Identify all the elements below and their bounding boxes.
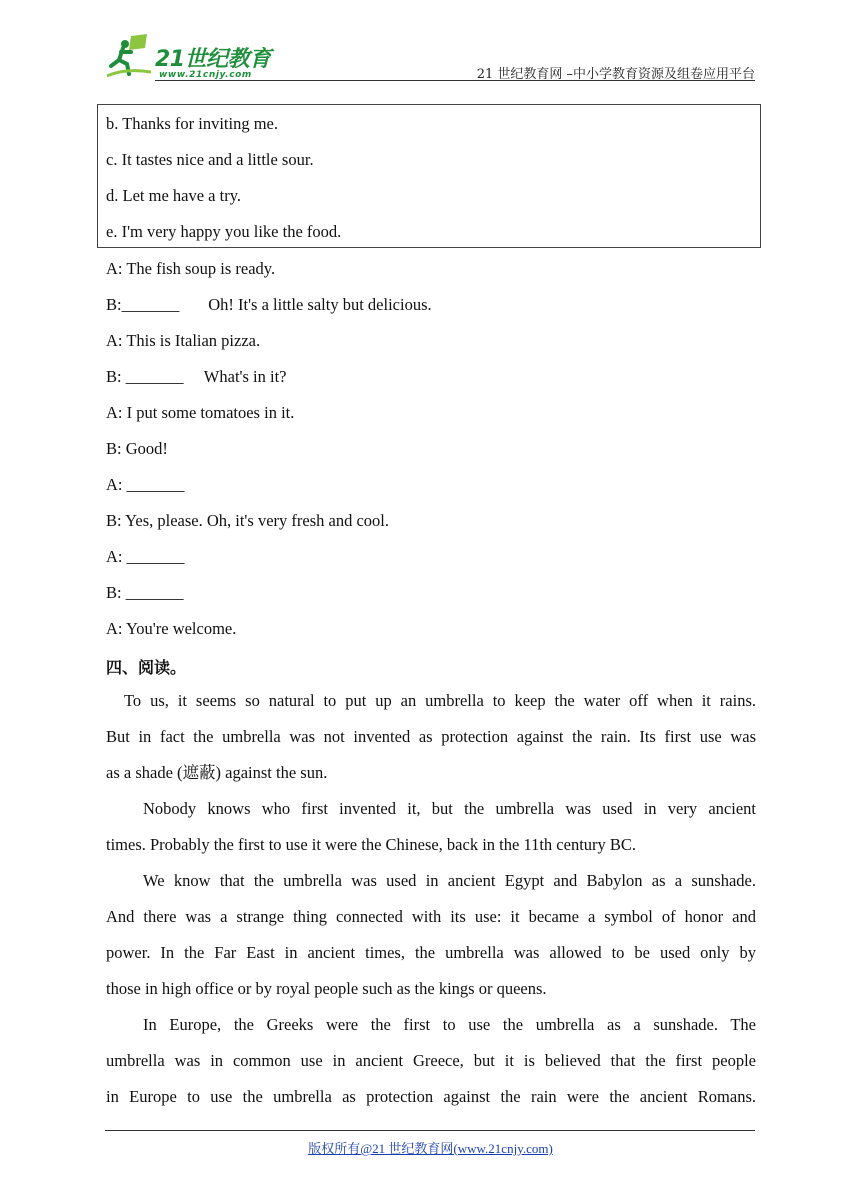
paragraph-row: umbrella was in common use in ancient Greece, but it is believed that the first people [106, 1051, 756, 1070]
option-b: b. Thanks for inviting me. [106, 114, 279, 133]
paragraph-row: In Europe, the Greeks were the first to use the umbrella as a sunshade. The [143, 1015, 756, 1034]
reading-paragraph-3 [106, 863, 756, 1007]
runner-logo-icon [105, 32, 155, 78]
dialogue-line: A: This is Italian pizza. [106, 331, 261, 350]
paragraph-row: And there was a strange thing connected with its use: it became a symbol of honor and [106, 907, 756, 926]
paragraph-row: times. Probably the first to use it were the Chinese, back in the 11th century BC. [106, 835, 637, 854]
option-d: d. Let me have a try. [106, 186, 241, 205]
logo-url: www.21cnjy.com [159, 70, 252, 80]
dialogue-line: A: The fish soup is ready. [106, 259, 276, 278]
dialogue-line: B: Good! [106, 439, 168, 458]
paragraph-row: But in fact the umbrella was not invented as protection against the rain. Its first use was [106, 727, 756, 746]
page-header [105, 28, 755, 84]
dialogue-line: B:_______ Oh! It's a little salty but delicious. [106, 295, 432, 314]
dialogue-line: B: Yes, please. Oh, it's very fresh and cool. [106, 511, 389, 530]
dialogue-line: A: I put some tomatoes in it. [106, 403, 295, 422]
footer-divider [105, 1130, 755, 1131]
option-e: e. I'm very happy you like the food. [106, 222, 342, 241]
header-site-name: 21 世纪教育网 –中小学教育资源及组卷应用平台 [476, 67, 755, 82]
reading-paragraph-4 [106, 1007, 756, 1115]
logo-title: 21世纪教育 [155, 47, 271, 72]
paragraph-row: in Europe to use the umbrella as protection against the rain were the ancient Romans. [106, 1087, 756, 1106]
paragraph-row: Nobody knows who first invented it, but the umbrella was used in very ancient [143, 799, 756, 818]
paragraph-row: those in high office or by royal people such as the kings or queens. [106, 979, 547, 998]
footer-copyright-link[interactable]: 版权所有@21 世纪教育网(www.21cnjy.com) [308, 1141, 553, 1156]
dialogue-line: B: _______ [106, 583, 184, 602]
paragraph-row: as a shade (遮蔽) against the sun. [106, 763, 328, 782]
paragraph-row: To us, it seems so natural to put up an umbrella to keep the water off when it rains. [124, 691, 756, 710]
reading-paragraph-2 [106, 791, 756, 863]
option-c: c. It tastes nice and a little sour. [106, 150, 314, 169]
header-divider [155, 80, 755, 81]
dialogue-line: B: _______ What's in it? [106, 367, 287, 386]
section-title: 四、阅读。 [106, 658, 187, 677]
paragraph-row: power. In the Far East in ancient times, the umbrella was allowed to be used only by [106, 943, 756, 962]
dialogue-line: A: You're welcome. [106, 619, 237, 638]
paragraph-row: We know that the umbrella was used in ancient Egypt and Babylon as a sunshade. [143, 871, 756, 890]
dialogue-line: A: _______ [106, 475, 185, 494]
site-logo[interactable] [105, 32, 285, 82]
reading-paragraph-1 [106, 683, 756, 791]
dialogue-line: A: _______ [106, 547, 185, 566]
